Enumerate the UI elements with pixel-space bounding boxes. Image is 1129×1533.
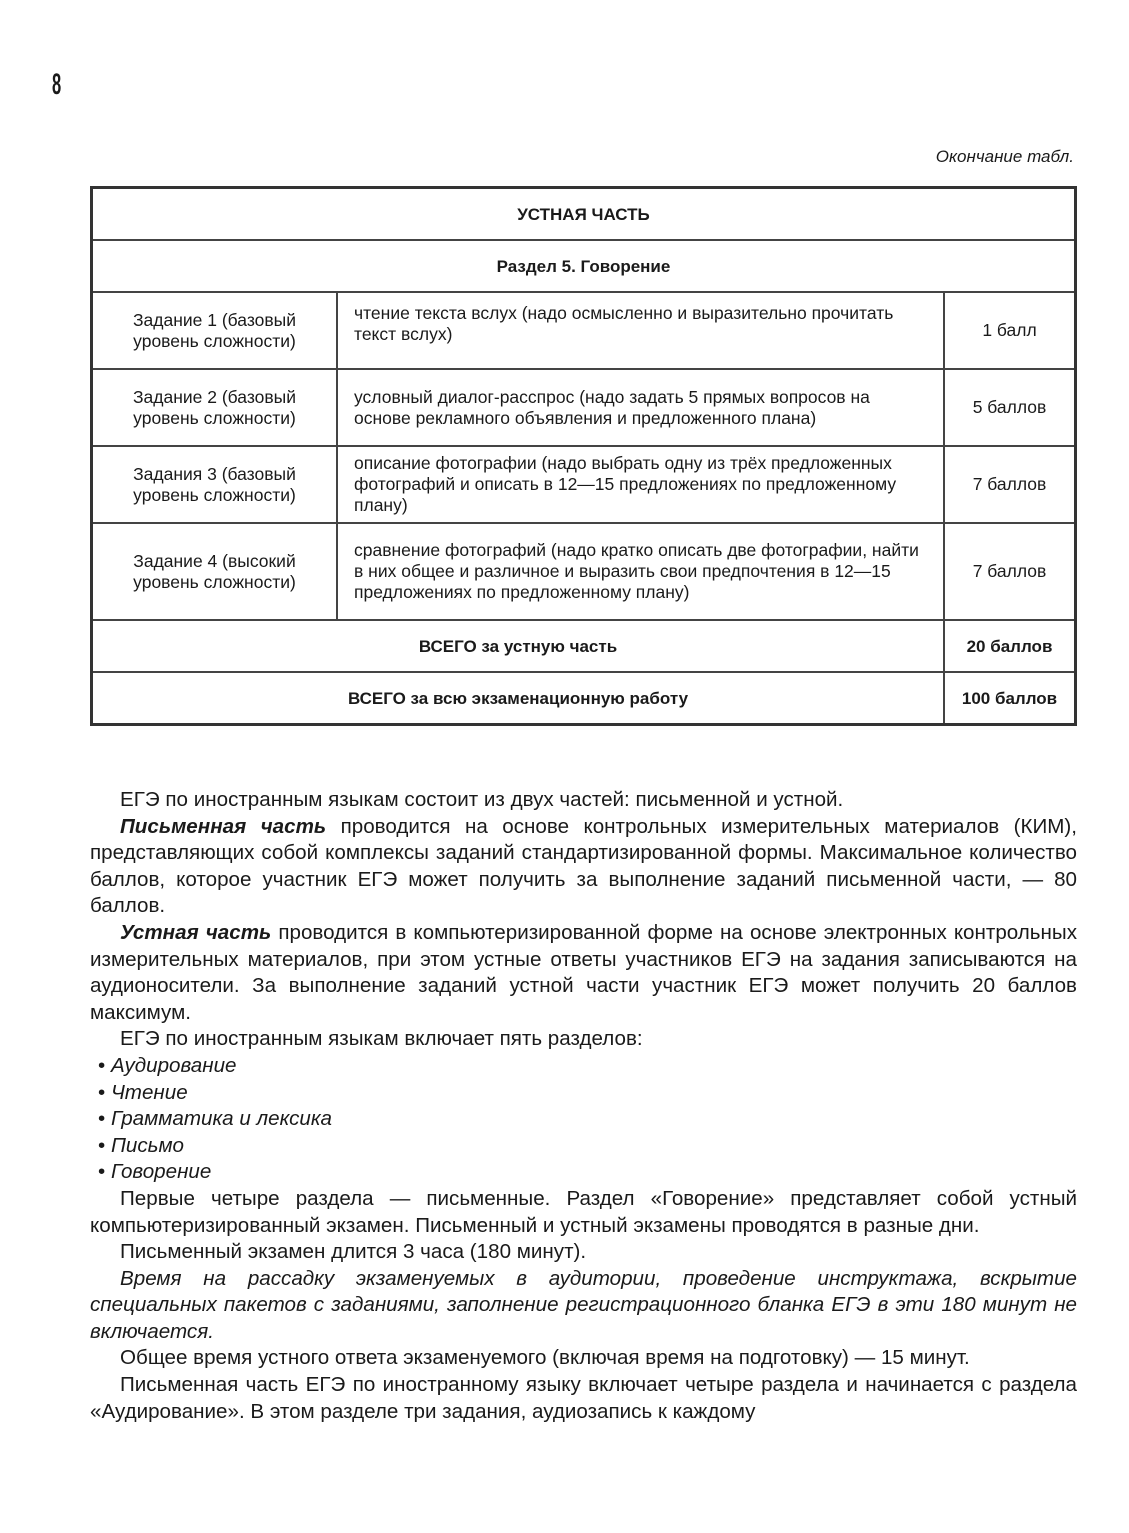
paragraph: ЕГЭ по иностранным языкам включает пять разделов: <box>120 1027 643 1051</box>
total-oral-label: ВСЕГО за устную часть <box>92 620 945 672</box>
table-section: Раздел 5. Говорение <box>92 240 1076 292</box>
paragraph: Письменная часть ЕГЭ по иностранному языку включает четыре раздела и начинается с раздела «Аудирование». В этом разделе три задания, аудиозапись к каждому <box>90 1373 1077 1423</box>
sections-list <box>90 1053 1077 1186</box>
table-header: УСТНАЯ ЧАСТЬ <box>92 188 1076 241</box>
task-cell: Задание 2 (базовый уровень сложности) <box>92 369 338 446</box>
table-row <box>92 369 1076 446</box>
list-item: • Грамматика и лексика <box>90 1106 1077 1133</box>
list-item: • Чтение <box>90 1080 1077 1107</box>
paragraph <box>90 920 1077 1026</box>
table-caption: Окончание табл. <box>935 147 1074 166</box>
list-item: • Аудирование <box>90 1053 1077 1080</box>
table-row <box>92 523 1076 620</box>
total-oral-value: 20 баллов <box>944 620 1076 672</box>
table-row <box>92 292 1076 369</box>
total-all-label: ВСЕГО за всю экзаменационную работу <box>92 672 945 725</box>
paragraph: ЕГЭ по иностранным языкам состоит из двух частей: письменной и устной. <box>120 788 844 811</box>
term: Письменная часть <box>120 814 327 838</box>
score-cell: 7 баллов <box>944 523 1076 620</box>
table-row <box>92 446 1076 523</box>
paragraph-text: проводится в компьютеризированной форме на основе электронных контрольных измерительных материалов, при этом устные ответы участников ЕГЭ на задания записываются на аудионосители. За выполнение заданий устной части участник ЕГЭ может получить 20 баллов максимум. <box>90 920 1077 1024</box>
paragraph <box>90 814 1077 920</box>
list-item: • Письмо <box>90 1133 1077 1160</box>
paragraph-text: проводится на основе контрольных измерительных материалов (КИМ), представляющих собой комплексы заданий стандартизированной формы. Максимальное количество баллов, которое участник ЕГЭ может получить за выполнение заданий письменной части, — 80 баллов. <box>90 814 1078 918</box>
list-item: • Говорение <box>90 1159 1077 1186</box>
desc-cell: описание фотографии (надо выбрать одну из трёх предложенных фотографий и описать в 12—15 предложениях по предложенному плану) <box>337 446 944 523</box>
desc-cell: сравнение фотографий (надо кратко описать две фотографии, найти в них общее и различное и выразить свои предпочтения в 12—15 предложениях по предложенному плану) <box>337 523 944 620</box>
paragraph: Время на рассадку экзаменуемых в аудитории, проведение инструктажа, вскрытие специальных пакетов с заданиями, заполнение регистрационного бланка ЕГЭ в эти 180 минут не включается. <box>90 1266 1077 1343</box>
desc-cell: чтение текста вслух (надо осмысленно и выразительно прочитать текст вслух) <box>337 292 944 369</box>
page-number: 8 <box>52 68 62 101</box>
total-all-row <box>92 672 1076 725</box>
score-cell: 1 балл <box>944 292 1076 369</box>
total-oral-row <box>92 620 1076 672</box>
paragraph: Общее время устного ответа экзаменуемого (включая время на подготовку) — 15 минут. <box>120 1346 970 1370</box>
total-all-value: 100 баллов <box>944 672 1076 725</box>
task-cell: Задание 1 (базовый уровень сложности) <box>92 292 338 369</box>
task-cell: Задания 3 (базовый уровень сложности) <box>92 446 338 523</box>
score-cell: 7 баллов <box>944 446 1076 523</box>
term: Устная часть <box>120 920 272 944</box>
paragraph: Письменный экзамен длится 3 часа (180 минут). <box>120 1240 587 1264</box>
body-text <box>90 787 1077 1425</box>
scoring-table <box>90 186 1077 726</box>
paragraph: Первые четыре раздела — письменные. Раздел «Говорение» представляет собой устный компьютеризированный экзамен. Письменный и устный экзамены проводятся в разные дни. <box>90 1186 1077 1237</box>
task-cell: Задание 4 (высокий уровень сложности) <box>92 523 338 620</box>
score-cell: 5 баллов <box>944 369 1076 446</box>
desc-cell: условный диалог-расспрос (надо задать 5 прямых вопросов на основе рекламного объявления и предложенного плана) <box>337 369 944 446</box>
